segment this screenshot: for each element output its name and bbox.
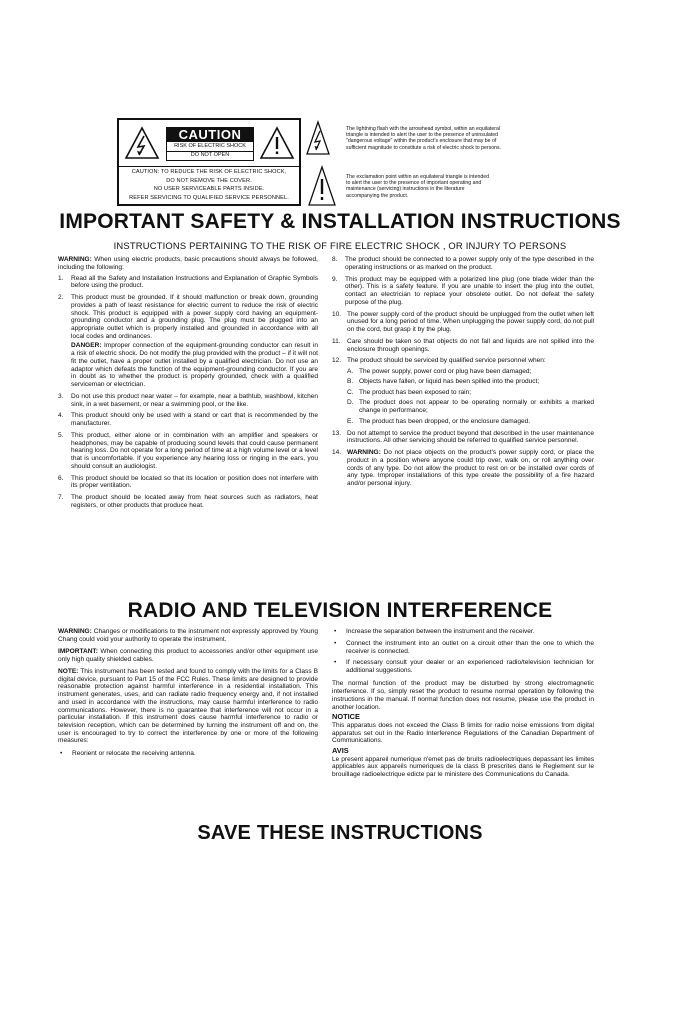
warning-paragraph xyxy=(58,256,318,271)
item-text: Do not use this product near water – for example, near a bathtub, washbowl, kitchen sink, in a wet basement, or near a swimming pool, or the like. xyxy=(71,392,318,408)
item-text: This product, either alone or in combination with an amplifier and speakers or headphones, may be capable of producing sound levels that could cause permanent hearing loss. Do not operate for a long period of time at a high volume level or a level that is uncomfortable. If you experience any hearing loss or ringing in the ears, you should consult an audiologist. xyxy=(71,432,318,470)
list-item xyxy=(332,430,594,445)
item-text: The power supply cord of the product should be unplugged from the outlet when left unused for a long period of time. When unplugging the power supply cord, do not pull on the cord, but grasp it by the plug. xyxy=(347,310,594,333)
normal-function-paragraph: The normal function of the product may be disturbed by strong electromagnetic interference. If so, simply reset the product to resume normal operation by following the instructions in the manual. If normal function does not resume, please use the product in another location. xyxy=(332,680,594,711)
lightning-triangle-icon xyxy=(124,126,160,160)
item-number: 6. xyxy=(58,474,64,482)
note-line: The exclamation point within an equilateral triangle is intended xyxy=(346,174,490,180)
bullet: • xyxy=(334,628,337,635)
item-number: 4. xyxy=(58,412,64,420)
note-text: This instrument has been tested and found to comply with the limits for a Class B digital device, pursuant to Part 15 of the FCC Rules. These limits are designed to provide reasonable protection against harmful interference in a residential installation. This instrument generates, uses, and can radiate radio frequency energy and, if not installed and used in accordance with the instructions, may cause harmful interference to radio communications. However, there is no guarantee that interference will not occur in a particular installation. If this instrument does cause harmful interference to radio or television reception, which can be determined by turning the instrument off and on, the user is encouraged to try to correct the interference by one or more of the following measures: xyxy=(58,668,318,745)
item-number: 9. xyxy=(332,275,338,283)
radio-important xyxy=(58,648,318,663)
item-number: 10. xyxy=(332,310,342,318)
avis-text: Le present appareil numerique n'emet pas de bruits radioelectriques depassant les limites applicables aux appareils numeriques de la class B prescrites dans le Reglement sur le brouillage radioelectrique edicte par le ministere des Communications du Canada. xyxy=(332,755,594,779)
warning-label: WARNING: xyxy=(347,449,381,457)
item-number: 1. xyxy=(58,274,64,282)
list-item xyxy=(58,275,318,290)
item-text: Care should be taken so that objects do not fall and liquids are not spilled into the enclosure through openings. xyxy=(347,337,594,353)
note-line: accompanying the product. xyxy=(346,192,409,199)
sub-item-letter: B. xyxy=(347,378,354,386)
safety-left-column xyxy=(58,256,318,514)
notice-heading: NOTICE xyxy=(332,712,360,722)
radio-right-column xyxy=(332,628,594,782)
note-line: sufficient magnitude to constitute a risk of electric shock to persons. xyxy=(346,144,502,151)
sub-item-letter: C. xyxy=(347,388,354,396)
avis-heading: AVIS xyxy=(332,746,349,756)
save-instructions-title: SAVE THESE INSTRUCTIONS xyxy=(197,822,483,844)
item-number: 13. xyxy=(332,429,342,437)
sub-item xyxy=(347,378,594,386)
warning-text: When using electric products, basic precautions should always be followed, including the following: xyxy=(58,256,318,271)
list-item xyxy=(332,311,594,334)
item-text: The product should be serviced by qualified service personnel when: xyxy=(347,357,546,365)
bullet-text: Connect the instrument into an outlet on a circuit other than the one to which the receiver is connected. xyxy=(346,639,594,655)
item-number: 11. xyxy=(332,337,341,345)
item-text: This product should be located so that its location or position does not interfere with its proper ventilation. xyxy=(71,474,318,490)
caution-bottom-line: REFER SERVICING TO QUALIFIED SERVICE PERSONNEL. xyxy=(129,194,289,201)
radio-title: RADIO AND TELEVISION INTERFERENCE xyxy=(127,599,553,622)
sub-item-letter: A. xyxy=(347,367,354,375)
radio-note xyxy=(58,668,318,745)
sub-item-letter: D. xyxy=(347,399,354,407)
bullet: • xyxy=(60,749,63,757)
caution-title: CAUTION xyxy=(166,127,254,142)
sub-item xyxy=(347,368,594,376)
list-item xyxy=(58,412,318,427)
safety-title: IMPORTANT SAFETY & INSTALLATION INSTRUCTIONS xyxy=(59,210,621,233)
bullet-item xyxy=(332,659,594,674)
note-line: to alert the user to the presence of important operating and xyxy=(346,180,482,187)
note-label: NOTE: xyxy=(58,668,79,675)
item-number: 12. xyxy=(332,357,342,365)
caution-do-not-open: DO NOT OPEN xyxy=(166,151,254,161)
list-item xyxy=(58,393,318,408)
sub-item xyxy=(347,389,594,397)
bullet-item xyxy=(58,750,318,758)
caution-bottom-line: CAUTION: TO REDUCE THE RISK OF ELECTRIC SHOCK, xyxy=(131,169,287,175)
bullet-item xyxy=(332,628,594,636)
list-item xyxy=(58,494,318,509)
exclamation-symbol-icon xyxy=(307,165,337,209)
list-item xyxy=(332,449,594,488)
note-line: triangle is intended to alert the user to the presence of uninsulated xyxy=(346,132,498,139)
item-text: Do not place objects on the product's power supply cord, or place the product in a position where anyone could trip over, walk on, or roll anything over cords of any type. Do not allow the product to rest on or be installed over cords of any type. Improper installations of this type create the possibility of a fire hazard and/or personal injury. xyxy=(347,449,594,487)
item-number: 5. xyxy=(58,432,64,439)
lightning-symbol-icon xyxy=(305,120,331,158)
danger-label: DANGER: xyxy=(71,342,102,350)
list-item xyxy=(58,294,318,340)
sub-item-text: The product does not appear to be operating normally or exhibits a marked change in performance; xyxy=(359,399,594,415)
note-line: The lightning flash with the arrowhead symbol, within an equilateral xyxy=(346,126,500,132)
safety-subtitle: INSTRUCTIONS PERTAINING TO THE RISK OF FIRE ELECTRIC SHOCK , OR INJURY TO PERSONS xyxy=(113,240,567,251)
warning-label: WARNING: xyxy=(58,256,92,263)
list-item xyxy=(332,276,594,307)
caution-shock-line: RISK OF ELECTRIC SHOCK xyxy=(166,142,254,152)
important-text: When connecting this product to accessories and/or other equipment use only high quality shielded cables. xyxy=(58,648,318,663)
sub-item xyxy=(347,399,594,414)
warning-label: WARNING: xyxy=(58,628,92,635)
caution-bottom-line: NO USER SERVICEABLE PARTS INSIDE. xyxy=(153,186,265,192)
item-text: Read all the Safety and Installation Instructions and Explanation of Graphic Symbols before using the product. xyxy=(71,274,318,290)
item-number: 14. xyxy=(332,449,342,457)
item-text: This product must be grounded. If it should malfunction or break down, grounding provides a path of least resistance for electric current to reduce the risk of electric shock. This product is equipped with a power supply cord having an equipment-grounding conductor and a grounding plug. The plug must be plugged into an appropriate outlet which is properly installed and grounded in accordance with all local codes and ordinances. xyxy=(71,294,318,340)
item-text: This product may be equipped with a polarized line plug (one blade wider than the other). This is a safety feature. If you are unable to insert the plug into the outlet, contact an electrician to replace your obsolete outlet. Do not defeat the safety purpose of the plug. xyxy=(345,275,594,306)
exclamation-symbol-note xyxy=(346,174,546,199)
sub-item-text: The product has been exposed to rain; xyxy=(359,388,472,396)
list-item xyxy=(332,357,594,365)
note-line: "dangerous voltage" within the product's enclosure that may be of xyxy=(346,138,497,145)
sub-item-text: The power supply, power cord or plug have been damaged; xyxy=(359,367,532,375)
note-line: maintenance (servicing) instructions in the literature xyxy=(346,186,465,193)
bullet: • xyxy=(334,659,337,667)
item-number: 7. xyxy=(58,494,64,502)
danger-text: Improper connection of the equipment-grounding conductor can result in a risk of electric shock. Do not modify the plug provided with the product – if it will not fit the outlet, have a proper outlet installed by a qualified electrician. Do not use an adaptor which defeats the function of the equipment-grounding conductor. If you are in doubt as to whether the product is properly grounded, check with a qualified serviceman or electrician. xyxy=(71,342,318,388)
radio-left-column xyxy=(58,628,318,762)
item-text: The product should be connected to a power supply only of the type described in the operating instructions or as marked on the product. xyxy=(345,256,594,271)
service-conditions-list xyxy=(332,368,594,425)
warning-text: Changes or modifications to the instrument not expressly approved by Young Chang could void your authority to operate the instrument. xyxy=(58,628,318,643)
list-item xyxy=(58,475,318,490)
sub-item-text: The product has been dropped, or the enclosure damaged. xyxy=(359,417,531,425)
sub-item xyxy=(347,418,594,426)
item-number: 8. xyxy=(332,256,338,263)
caution-bottom-text xyxy=(119,168,299,202)
bullet-item xyxy=(332,640,594,655)
lightning-symbol-note xyxy=(346,126,546,151)
bullet-text: If necessary consult your dealer or an experienced radio/television technician for additional suggestions. xyxy=(346,659,594,675)
caution-bottom-line: DO NOT REMOVE THE COVER. xyxy=(166,177,252,184)
item-text: Do not attempt to service the product beyond that described in the user maintenance instructions. All other servicing should be referred to qualified service personnel. xyxy=(347,429,594,445)
sub-item-letter: E. xyxy=(347,417,354,425)
bullet-text: Increase the separation between the instrument and the receiver. xyxy=(346,628,535,635)
caution-top-panel xyxy=(119,120,299,167)
sub-item-text: Objects have fallen, or liquid has been spilled into the product; xyxy=(359,378,540,386)
list-item xyxy=(58,432,318,471)
list-item xyxy=(332,256,594,271)
bullet: • xyxy=(334,639,337,647)
list-item xyxy=(332,338,594,353)
item-number: 2. xyxy=(58,294,64,302)
bullet-text: Reorient or relocate the receiving antenna. xyxy=(72,749,196,757)
caution-label-box xyxy=(117,118,301,206)
exclamation-triangle-icon xyxy=(259,126,295,160)
safety-right-column xyxy=(332,256,594,492)
item-text: This product should only be used with a stand or cart that is recommended by the manufacturer. xyxy=(71,412,318,428)
radio-warning xyxy=(58,628,318,643)
danger-paragraph xyxy=(58,342,318,388)
item-text: The product should be located away from heat sources such as radiators, heat registers, or other products that produce heat. xyxy=(71,494,318,509)
notice-text: This apparatus does not exceed the Class B limits for radio noise emissions from digital apparatus set out in the Radio Interference Regulations of the Canadian Department of Communications. xyxy=(332,721,594,745)
item-number: 3. xyxy=(58,392,64,400)
important-label: IMPORTANT: xyxy=(58,648,98,655)
